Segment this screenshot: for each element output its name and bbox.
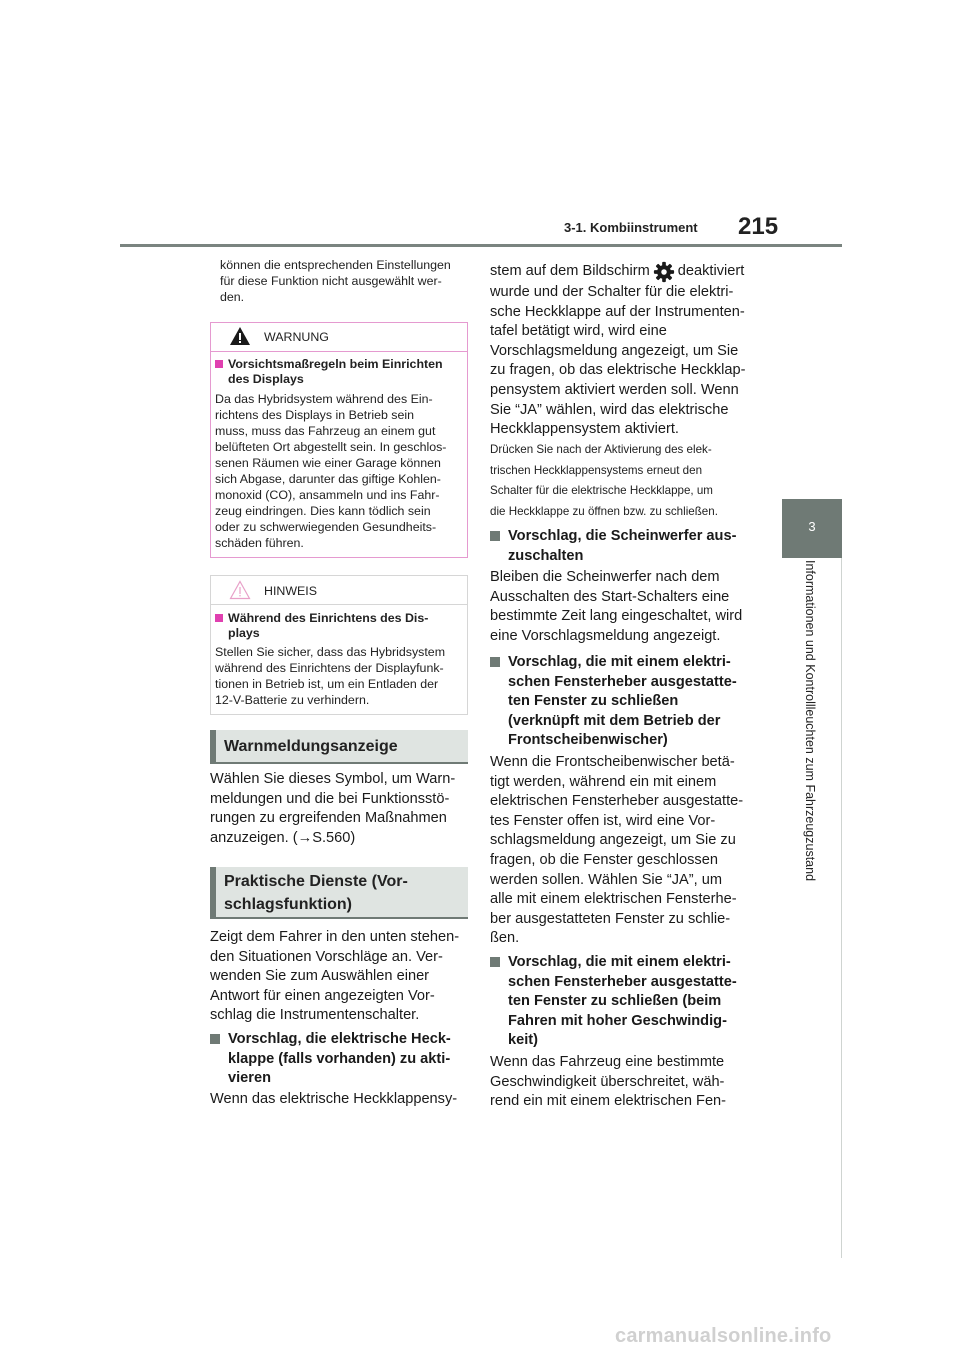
section-title: 3-1. Kombiinstrument (564, 220, 698, 235)
warnings-text: Wählen Sie dieses Symbol, um Warn- meldungen und die bei Funktionsstö- rungen zu ergreifenden Maßnahmen anzuzeigen. (→S.560) (210, 771, 456, 846)
bullet-square-icon (490, 531, 500, 541)
tailgate-note: Drücken Sie nach der Aktivierung des elek- trischen Heckklappensystems erneut den Schalter für die elektrische Heckklappe, um die Heckklappe zu öffnen bzw. zu schließen. (490, 443, 718, 518)
page-number: 215 (738, 213, 779, 240)
services-text: Zeigt dem Fahrer in den unten stehen- den Situationen Vorschläge an. Ver- wenden Sie zum Auswählen einer Antwort für einen angezeigten Vor- schlag die Instrumentenschalter. (210, 929, 460, 1024)
warning-subtitle: Vorsichtsmaßregeln beim Einrichten des Displays (215, 357, 460, 387)
chapter-title: Informationen und Kontrollleuchten zum Fahrzeugzustand (803, 560, 817, 882)
caution-triangle-outline-icon (229, 580, 251, 600)
section-warnings (210, 730, 468, 764)
warning-text: Da das Hybridsystem während des Ein- richtens des Displays in Betrieb sein muss, muss das Fahrzeug an einem gut belüfteten Ort abgestellt sein. In geschlos- senen Räumen wie einer Garage können sich Abgase, darunter das giftige Kohlen- monoxid (CO), ansammeln und ins Fahr- zeug eindringen. Dies kann tödlich sein oder zu schwerwiegenden Gesundheits- schäden führen. (215, 392, 447, 550)
intro-text: können die entsprechenden Einstellungen für diese Funktion nicht ausgewählt wer- den. (220, 258, 451, 304)
item-windows-speed-heading: Vorschlag, die mit einem elektri- schen Fensterheber ausgestatte- ten Fenster zu schließen (beim Fahren mit hoher Geschwindig- keit) (490, 953, 752, 1051)
side-divider (841, 558, 842, 1258)
item-windows-wipers-text: Wenn die Frontscheibenwischer betä- tigt werden, während ein mit einem elektrischen Fensterheber ausgestatte- tes Fenster offen ist, wird eine Vor- schlagsmeldung angezeigt, um Sie zu fragen, ob die Fenster geschlossen werden sollen. Wählen Sie “JA”, um alle mit einem elektrischen Fensterhe- ber ausgestatteten Fenster zu schlie- ßen. (490, 754, 744, 947)
item-windows-speed-text: Wenn das Fahrzeug eine bestimmte Geschwindigkeit überschreitet, wäh- rend ein mit einem elektrischen Fen- (490, 1054, 727, 1110)
header-rule (120, 244, 842, 247)
hint-title: HINWEIS (264, 584, 318, 598)
warning-triangle-icon (229, 326, 251, 346)
item-headlights-text: Bleiben die Scheinwerfer nach dem Ausschalten des Start-Schalters eine bestimmte Zeit lang eingeschaltet, wird eine Vorschlagsmeldung angezeigt. (490, 569, 743, 644)
item-windows-wipers-heading: Vorschlag, die mit einem elektri- schen Fensterheber ausgestatte- ten Fenster zu schließen (verknüpft mit dem Betrieb der Frontscheibenwischer) (490, 653, 752, 751)
item-tailgate-heading: Vorschlag, die elektrische Heck- klappe (falls vorhanden) zu akti- vieren (210, 1030, 470, 1089)
watermark: carmanualsonline.info (615, 1325, 832, 1347)
item-headlights-heading: Vorschlag, die Scheinwerfer aus- zuschalten (490, 527, 752, 566)
hint-subtitle: Während des Einrichtens des Dis- plays (215, 611, 463, 641)
hint-square-icon (215, 614, 223, 622)
bullet-square-icon (490, 657, 500, 667)
bullet-square-icon (490, 957, 500, 967)
chapter-title-vertical (780, 560, 840, 940)
item-tailgate-text: Wenn das elektrische Heckklappensy- (210, 1091, 458, 1107)
gear-icon (653, 261, 675, 283)
section-services-title: Praktische Dienste (Vor- schlagsfunktion) (224, 873, 408, 913)
warning-square-icon (215, 360, 223, 368)
chapter-number: 3 (808, 519, 816, 534)
section-services (210, 867, 468, 919)
section-warnings-title: Warnmeldungsanzeige (224, 738, 398, 755)
bullet-square-icon (210, 1034, 220, 1044)
tailgate-cont-text: stem auf dem Bildschirm deaktiviert wurde und der Schalter für die elektri- sche Heckklappe auf der Instrumenten- tafel betätigt wird, wird eine Vorschlagsmeldung angezeigt, um Sie zu fragen, ob das elektrische Heckklap- pensystem aktiviert werden soll. Wenn Sie “JA” wählen, wird das elektrische Heckklappensystem aktiviert. (490, 261, 752, 440)
warning-title: WARNUNG (264, 330, 329, 344)
hint-text: Stellen Sie sicher, dass das Hybridsystem während des Einrichtens der Displayfunk- tionen in Betrieb ist, um ein Entladen der 12-V-Batterie zu verhindern. (215, 645, 446, 707)
